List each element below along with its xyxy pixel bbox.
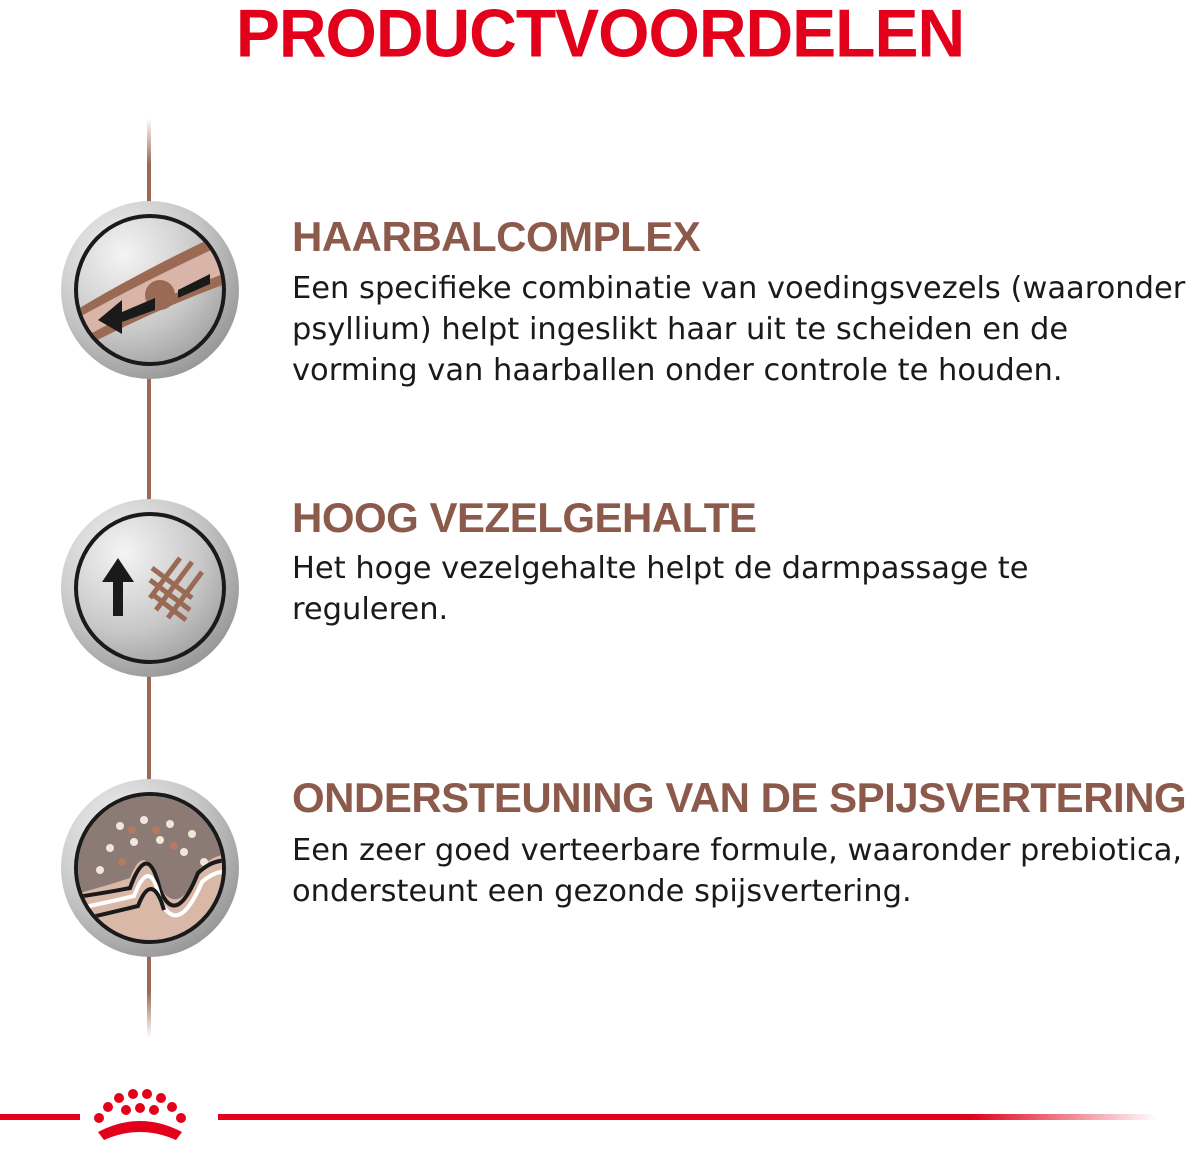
feature-body-fiber: Het hoge vezelgehalte helpt de darmpassage te reguleren. bbox=[292, 551, 1029, 627]
feature-heading-hairball: HAARBALCOMPLEX bbox=[292, 213, 701, 260]
feature-body-hairball: Een specifieke combinatie van voedingsvezels (waaronder psyllium) helpt ingeslikt haar uit te scheiden en de vorming van haarballen onder controle te houden. bbox=[292, 271, 1186, 388]
digestion-wave-icon bbox=[60, 778, 240, 958]
hairball-arrow-icon bbox=[60, 200, 240, 380]
feature-heading-digestion: ONDERSTEUNING VAN DE SPIJSVERTERING bbox=[292, 774, 1187, 821]
footer-bar bbox=[0, 1080, 1200, 1140]
feature-body-digestion: Een zeer goed verteerbare formule, waaronder prebiotica, ondersteunt een gezonde spijsvertering. bbox=[292, 833, 1183, 909]
fiber-up-arrow-icon bbox=[60, 498, 240, 678]
feature-heading-fiber: HOOG VEZELGEHALTE bbox=[292, 494, 757, 541]
page-title: PRODUCTVOORDELEN bbox=[235, 0, 965, 72]
royal-canin-crown-logo bbox=[94, 1089, 186, 1140]
